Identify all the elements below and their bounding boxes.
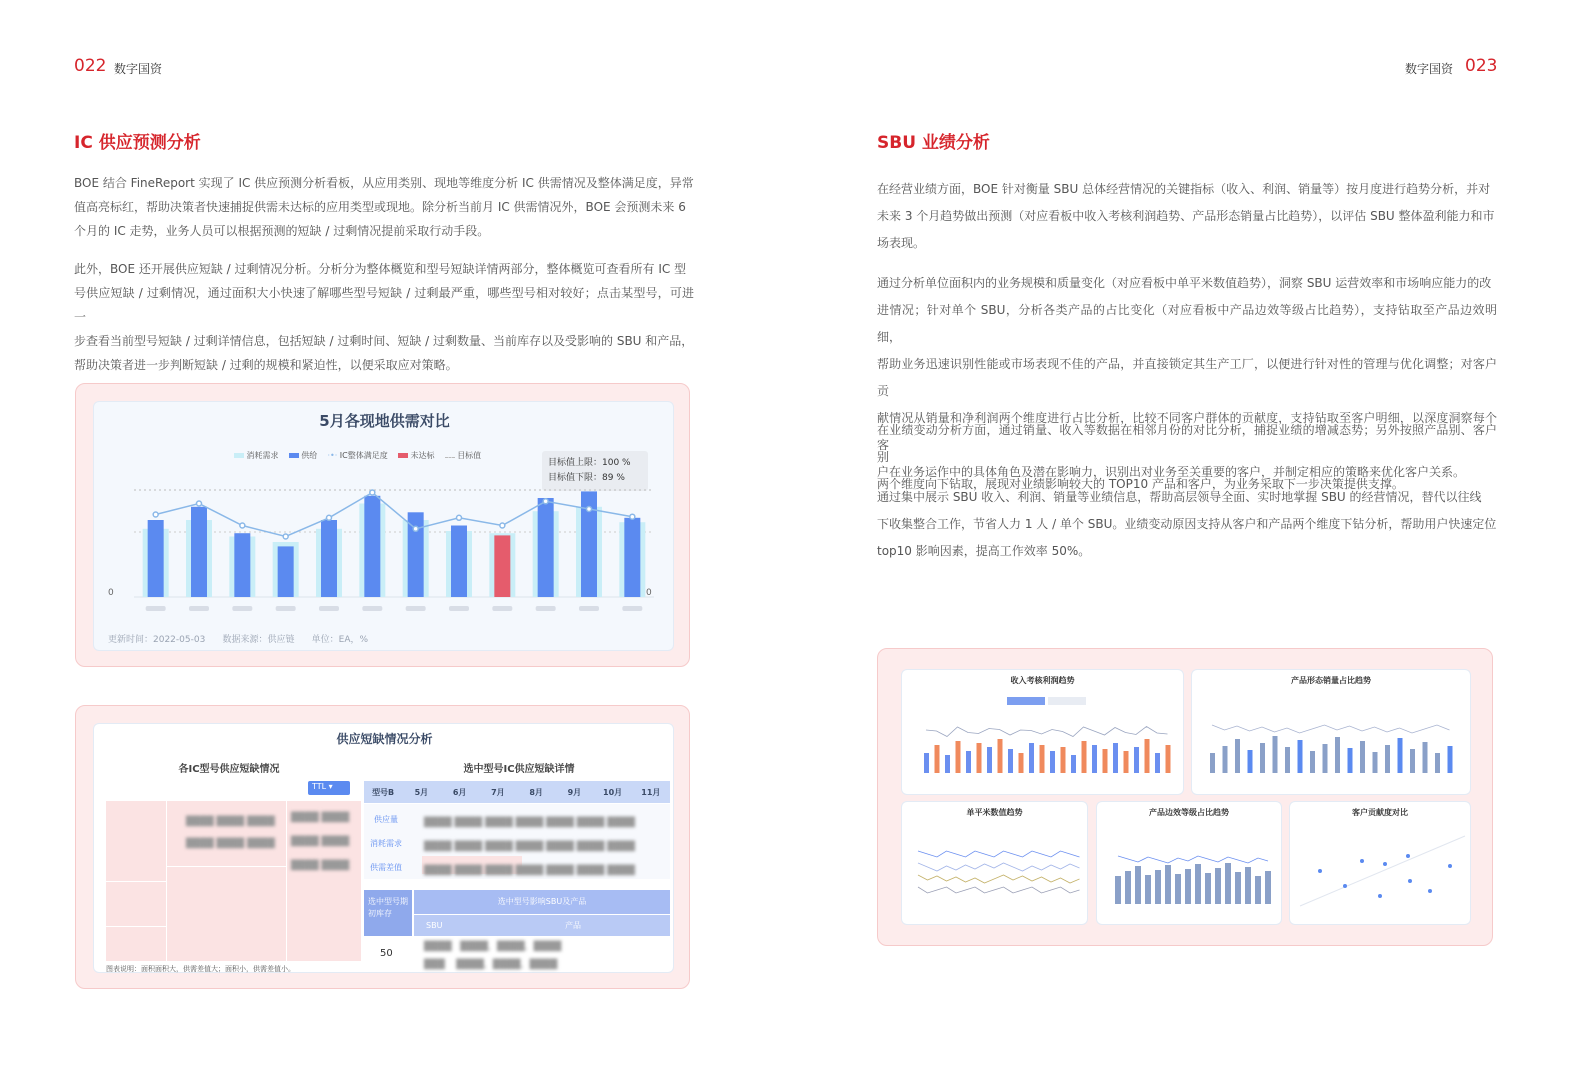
bar bbox=[966, 751, 971, 773]
legend-demand: 消耗需求 bbox=[246, 451, 279, 460]
scatter-point bbox=[1448, 864, 1452, 868]
bar bbox=[1360, 741, 1365, 773]
bar bbox=[977, 743, 982, 773]
bar bbox=[1145, 739, 1150, 773]
x-tick-label bbox=[536, 606, 556, 611]
series-line bbox=[918, 863, 1080, 871]
trend-line bbox=[926, 727, 1168, 737]
right-paragraph-2: 通过分析单位面积内的业务规模和质量变化（对应看板中单平米数值趋势），洞察 SBU 运营效率和市场响应能力的改 进情况；针对单个 SBU，分析各类产品的占比变化（对应看板中产品边效等级占比趋势），支持钻取至产品边效明细， 帮助业务迅速识别性能或市场表现不佳的产品，并直接锁定其生产工厂，以便进行针对性的管理与优化调整；对客户贡 献情况从销量和净利润两个维度进行占比分析，比较不同客户群体的贡献度，支持钻取至客户明细，以深度洞察每个客 户在业务运作中的具体角色及潜在影响力，识别出对业务至关重要的客户，并制定相应的策略来优化客户关系。 bbox=[877, 276, 1497, 479]
supply-bar bbox=[451, 526, 467, 598]
right-paragraph-1: 在经营业绩方面，BOE 针对衡量 SBU 总体经营情况的关键指标（收入、利润、销量等）按月度进行趋势分析，并对 未来 3 个月趋势做出预测（对应看板中收入考核利润趋势、产品形态销量占比趋势），以评估 SBU 整体盈利能力和市 场表现。 bbox=[877, 182, 1495, 250]
bar bbox=[1285, 747, 1290, 773]
bar bbox=[1398, 738, 1403, 773]
satisfaction-point bbox=[500, 523, 505, 528]
satisfaction-point bbox=[240, 523, 245, 528]
y-axis-zero-left: 0 bbox=[108, 588, 114, 598]
bar bbox=[1410, 749, 1415, 773]
x-tick-label bbox=[189, 606, 209, 611]
x-tick-label bbox=[449, 606, 469, 611]
unmet-bar bbox=[494, 535, 510, 597]
bar bbox=[998, 739, 1003, 773]
panel-efficiency: 产品边效等级占比趋势 bbox=[1096, 801, 1282, 925]
bar bbox=[1134, 747, 1139, 773]
bar bbox=[1373, 752, 1378, 773]
supply-demand-chart bbox=[94, 472, 675, 622]
satisfaction-point bbox=[543, 499, 548, 504]
shortage-title: 供应短缺情况分析 bbox=[336, 732, 433, 746]
bar bbox=[1019, 753, 1024, 773]
shortage-panel bbox=[93, 723, 674, 973]
x-tick-label bbox=[622, 606, 642, 611]
bar bbox=[1145, 875, 1151, 904]
table-header-cell: 10月 bbox=[603, 787, 623, 797]
tab bbox=[1048, 697, 1086, 705]
panel-per-sqm: 单平米数值趋势 bbox=[901, 801, 1088, 925]
supply-bar bbox=[191, 507, 207, 597]
bar bbox=[1061, 747, 1066, 773]
table-header-cell: 6月 bbox=[452, 787, 467, 797]
shortage-card bbox=[75, 705, 690, 989]
bar bbox=[1071, 755, 1076, 773]
y-axis-zero-right: 0 bbox=[646, 588, 652, 598]
satisfaction-point bbox=[370, 490, 375, 495]
legend-unmet: 未达标 bbox=[410, 451, 435, 460]
model-dropdown[interactable]: TTL ▾ bbox=[308, 781, 350, 795]
bar bbox=[1185, 869, 1191, 904]
right-paragraph-4: 通过集中展示 SBU 收入、利润、销量等业绩信息，帮助高层领导全面、实时地掌握 SBU 的经营情况，替代以往线 下收集整合工作，节省人力 1 人 / 单个 SBU。业绩变动原因支持从客户和产品两个维度下钻分析，帮助用户快速定位 top10 影响因素，提高工作效率 50%。 bbox=[877, 490, 1497, 558]
bar bbox=[1335, 737, 1340, 773]
bar bbox=[1155, 870, 1161, 904]
supply-bar bbox=[538, 498, 554, 597]
publication-name-left: 数字国资 bbox=[114, 62, 163, 76]
detail-table-header bbox=[364, 781, 670, 803]
series-line bbox=[918, 875, 1080, 883]
table-header-cell: 型号B bbox=[372, 787, 395, 797]
left-paragraph-1: BOE 结合 FineReport 实现了 IC 供应预测分析看板，从应用类别、现地等维度分析 IC 供需情况及整体满足度，异常 值高亮标红，帮助决策者快速捕捉供需未达标的应用类型或现地。除分析当前月 IC 供需情况外，BOE 会预测未来 6 个月的 IC 走势，业务人员可以根据预测的短缺 / 过剩情况提前采取行动手段。 bbox=[74, 176, 694, 238]
legend-supply: 供给 bbox=[301, 451, 318, 460]
bar bbox=[1124, 751, 1129, 773]
panel-product-form: 产品形态销量占比趋势 bbox=[1191, 669, 1471, 795]
bar bbox=[1040, 745, 1045, 773]
satisfaction-line bbox=[156, 493, 633, 537]
supply-bar bbox=[148, 520, 164, 597]
legend-target: 目标值 bbox=[457, 451, 482, 460]
bar bbox=[1255, 876, 1261, 904]
satisfaction-point bbox=[630, 514, 635, 519]
scatter-point bbox=[1408, 879, 1412, 883]
left-paragraph-2: 此外，BOE 还开展供应短缺 / 过剩情况分析。分析分为整体概览和型号短缺详情两部分，整体概览可查看所有 IC 型 号供应短缺 / 过剩情况，通过面积大小快速了解哪些型号短缺 / 过剩最严重，哪些型号相对较好；点击某型号，可进一 步查看当前型号短缺 / 过剩详情信息，包括短缺 / 过剩时间、短缺 / 过剩数量、当前库存以及受影响的 SBU 和产品， 帮助决策者进一步判断短缺 / 过剩的规模和紧迫性，以便采取应对策略。 bbox=[74, 262, 694, 372]
x-tick-label bbox=[232, 606, 252, 611]
satisfaction-point bbox=[413, 526, 418, 531]
bar bbox=[1008, 749, 1013, 773]
bar bbox=[1050, 751, 1055, 773]
supply-demand-panel bbox=[93, 401, 674, 651]
scatter-point bbox=[1428, 889, 1432, 893]
panel-customer: 客户贡献度对比 bbox=[1289, 801, 1471, 925]
sbu-header: 选中型号影响SBU及产品 bbox=[414, 890, 670, 914]
satisfaction-point bbox=[153, 512, 158, 517]
supply-bar bbox=[364, 496, 380, 597]
bar bbox=[1423, 742, 1428, 773]
trend-line bbox=[1212, 725, 1450, 733]
page-number-left: 022 bbox=[74, 56, 107, 76]
row-demand: 消耗需求 bbox=[370, 839, 402, 848]
bar bbox=[1125, 871, 1131, 904]
bar bbox=[1348, 748, 1353, 773]
target-lower: 目标值下限：89 % bbox=[548, 473, 625, 483]
scatter-point bbox=[1318, 869, 1322, 873]
bar bbox=[1029, 743, 1034, 773]
x-tick-label bbox=[362, 606, 382, 611]
chart-footer: 更新时间：2022-05-03 数据来源：供应链 单位：EA，% bbox=[108, 635, 369, 645]
bar bbox=[1435, 753, 1440, 773]
target-upper: 目标值上限：100 % bbox=[548, 458, 631, 468]
shortage-treemap[interactable]: ████ ████ ████ ████ ████ ████ ████ ████ ████ ████ ████ ████ bbox=[106, 801, 361, 961]
treemap-note: 图表说明：面积面积大，供需差值大；面积小，供需差值小。 bbox=[106, 965, 295, 973]
satisfaction-point bbox=[327, 515, 332, 520]
scatter-point bbox=[1343, 884, 1347, 888]
bar bbox=[1310, 751, 1315, 773]
bar bbox=[1103, 749, 1108, 773]
bar bbox=[935, 745, 940, 773]
bar bbox=[1298, 740, 1303, 773]
panel-revenue: 收入考核利润趋势 bbox=[901, 669, 1184, 795]
tab-active bbox=[1007, 697, 1045, 705]
x-tick-label bbox=[492, 606, 512, 611]
satisfaction-point bbox=[457, 515, 462, 520]
diagonal bbox=[1300, 836, 1465, 906]
bar bbox=[1175, 874, 1181, 904]
bar bbox=[1323, 744, 1328, 773]
scatter-point bbox=[1360, 859, 1364, 863]
page-number-right: 023 bbox=[1465, 56, 1498, 76]
row-supply: 供应量 bbox=[374, 815, 398, 824]
series-line bbox=[918, 851, 1080, 857]
scatter-point bbox=[1383, 862, 1387, 866]
sbu-rows: ████ ████，████，████ ███ ████，████，████ bbox=[424, 942, 562, 970]
bar bbox=[945, 755, 950, 773]
sbu-subheader: SBU 产品 bbox=[414, 915, 670, 936]
bar bbox=[1113, 743, 1118, 773]
chart-title: 5月各现地供需对比 bbox=[319, 412, 450, 430]
stock-header: 选中型号期初库存 bbox=[364, 890, 412, 936]
section-title-ic: IC 供应预测分析 bbox=[74, 133, 201, 153]
bar bbox=[1155, 753, 1160, 773]
x-tick-label bbox=[146, 606, 166, 611]
x-tick-label bbox=[319, 606, 339, 611]
shortage-right-title: 选中型号IC供应短缺详情 bbox=[463, 764, 575, 775]
supply-bar bbox=[278, 546, 294, 597]
bar bbox=[1165, 865, 1171, 904]
section-title-sbu: SBU 业绩分析 bbox=[877, 133, 990, 153]
satisfaction-point bbox=[587, 507, 592, 512]
bar bbox=[1092, 745, 1097, 773]
satisfaction-point bbox=[283, 534, 288, 539]
row-gap: 供需差值 bbox=[370, 863, 402, 872]
bar bbox=[1082, 741, 1087, 773]
chart-legend: 消耗需求 供给 ·•· IC整体满足度 未达标 目标值 bbox=[234, 450, 481, 461]
table-header-cell: 9月 bbox=[567, 787, 582, 797]
x-tick-label bbox=[406, 606, 426, 611]
bar bbox=[1235, 739, 1240, 773]
shortage-left-title: 各IC型号供应短缺情况 bbox=[178, 764, 280, 775]
bar bbox=[1245, 867, 1251, 904]
bar bbox=[1385, 745, 1390, 773]
right-paragraph-3: 在业绩变动分析方面，通过销量、收入等数据在相邻月份的对比分析，捕捉业绩的增减态势；另外按照产品别、客户别 两个维度向下钻取，展现对业绩影响较大的 TOP10 产品和客户，为业务采取下一步决策提供支撑。 bbox=[877, 423, 1497, 491]
legend-satisfaction: IC整体满足度 bbox=[339, 451, 388, 460]
table-header-cell: 7月 bbox=[491, 787, 505, 797]
supply-demand-card bbox=[75, 383, 690, 667]
scatter-point bbox=[1378, 894, 1382, 898]
bar bbox=[1273, 736, 1278, 773]
bar bbox=[1448, 746, 1453, 773]
bar bbox=[956, 741, 961, 773]
detail-table-body: 供应量 消耗需求 供需差值 ████ ████ ████ ████ ████ ████ ████ ████ ████ ████ ████ ████ ████ ████ ████ ████ ████ ████ ████ ████ ████ bbox=[364, 804, 670, 879]
series-line bbox=[918, 887, 1080, 893]
bar bbox=[1223, 746, 1228, 773]
bar bbox=[1235, 872, 1241, 904]
bar bbox=[924, 753, 929, 773]
bar bbox=[1166, 745, 1171, 773]
x-tick-label bbox=[276, 606, 296, 611]
bar bbox=[1265, 871, 1271, 904]
bar bbox=[1115, 876, 1121, 904]
bar bbox=[1205, 873, 1211, 904]
bar bbox=[1210, 753, 1215, 773]
satisfaction-point bbox=[197, 501, 202, 506]
table-header-cell: 8月 bbox=[529, 787, 543, 797]
supply-bar bbox=[624, 518, 640, 597]
publication-name-right: 数字国资 bbox=[1405, 62, 1454, 76]
sbu-dashboard-card bbox=[877, 648, 1493, 946]
table-header-cell: 11月 bbox=[641, 787, 661, 797]
table-header-cell: 5月 bbox=[414, 787, 429, 797]
scatter-point bbox=[1406, 854, 1410, 858]
bar bbox=[1248, 750, 1253, 773]
bar bbox=[1260, 743, 1265, 773]
trend-line bbox=[1118, 856, 1268, 863]
bar bbox=[1195, 864, 1201, 904]
bar bbox=[1215, 868, 1221, 904]
x-tick-label bbox=[579, 606, 599, 611]
bar bbox=[987, 747, 992, 773]
bar bbox=[1135, 866, 1141, 904]
supply-bar bbox=[321, 520, 337, 597]
bar bbox=[1225, 863, 1231, 904]
supply-bar bbox=[234, 533, 250, 597]
stock-value: 50 bbox=[380, 948, 393, 959]
